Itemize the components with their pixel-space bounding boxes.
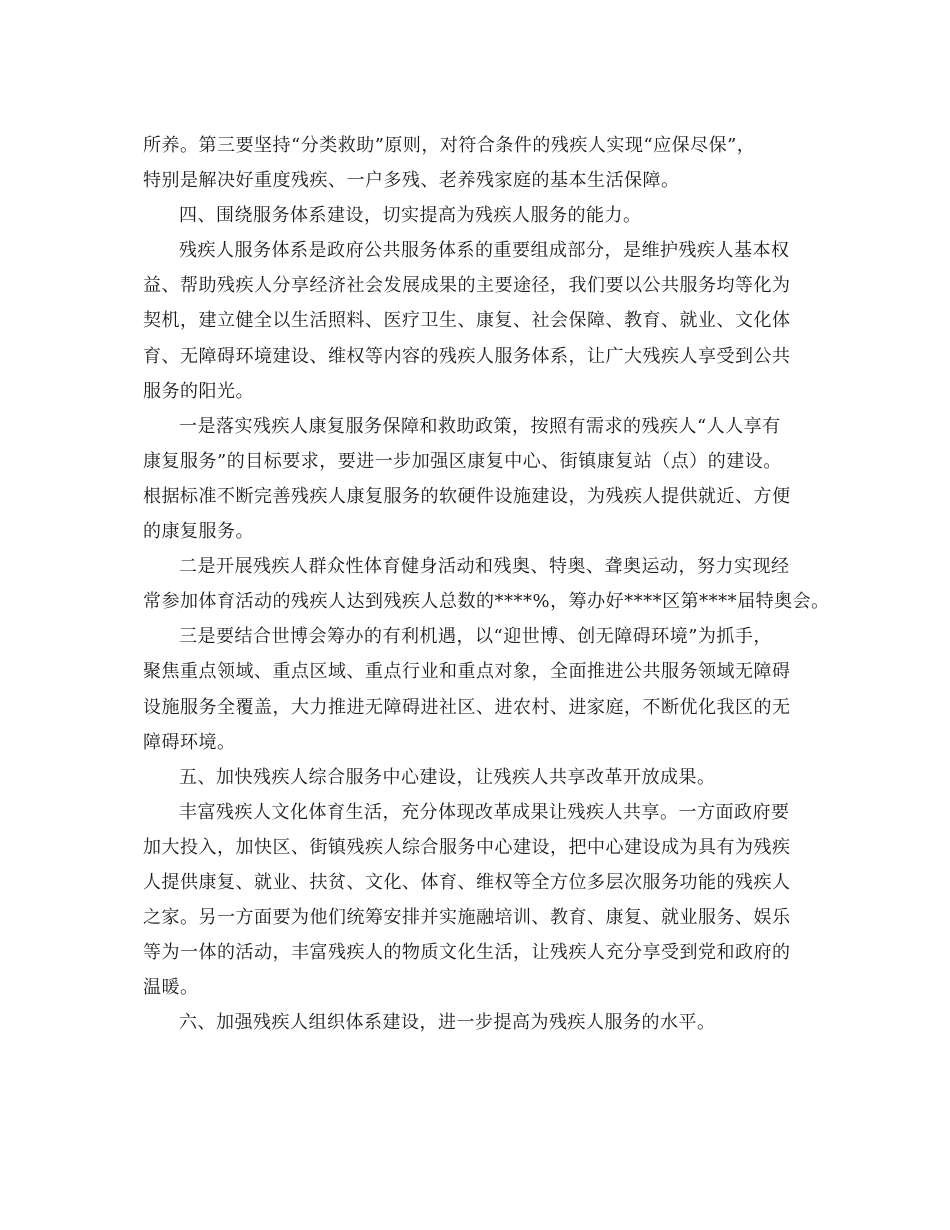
text-line: 残疾人服务体系是政府公共服务体系的重要组成部分，是维护残疾人基本权 [179, 240, 790, 262]
text-line: 障碍环境。 [143, 731, 236, 753]
text-line: 康复服务”的目标要求，要进一步加强区康复中心、街镇康复站（点）的建设。 [143, 450, 782, 472]
text-line: 人提供康复、就业、扶贫、文化、体育、维权等全方位多层次服务功能的残疾人 [143, 871, 791, 893]
text-line: 根据标准不断完善残疾人康复服务的软硬件设施建设，为残疾人提供就近、方便 [143, 485, 791, 507]
text-line: 设施服务全覆盖，大力推进无障碍进社区、进农村、进家庭，不断优化我区的无 [143, 696, 791, 718]
text-line: 聚焦重点领域、重点区域、重点行业和重点对象，全面推进公共服务领域无障碍 [143, 661, 791, 683]
section-heading: 五、加快残疾人综合服务中心建设，让残疾人共享改革开放成果。 [179, 766, 716, 788]
text-line: 的康复服务。 [143, 521, 254, 543]
text-line: 特别是解决好重度残疾、一户多残、老养残家庭的基本生活保障。 [143, 170, 680, 192]
text-line: 一是落实残疾人康复服务保障和救助政策，按照有需求的残疾人“人人享有 [179, 415, 781, 437]
text-line: 所养。第三要坚持“分类救助”原则，对符合条件的残疾人实现“应保尽保”， [143, 135, 756, 156]
text-line: 温暖。 [143, 977, 199, 999]
text-line: 服务的阳光。 [143, 380, 254, 402]
text-line: 常参加体育活动的残疾人达到残疾人总数的****%，筹办好****区第****届特奥会。 [143, 591, 830, 613]
text-line: 之家。另一方面要为他们统筹安排并实施融培训、教育、康复、就业服务、娱乐 [143, 907, 791, 929]
text-line: 契机，建立健全以生活照料、医疗卫生、康复、社会保障、教育、就业、文化体 [143, 310, 791, 332]
text-line: 丰富残疾人文化体育生活，充分体现改革成果让残疾人共享。一方面政府要 [179, 801, 790, 823]
section-heading: 六、加强残疾人组织体系建设，进一步提高为残疾人服务的水平。 [179, 1012, 716, 1034]
section-heading: 四、围绕服务体系建设，切实提高为残疾人服务的能力。 [179, 205, 642, 227]
text-line: 育、无障碍环境建设、维权等内容的残疾人服务体系，让广大残疾人享受到公共 [143, 345, 791, 367]
text-line: 等为一体的活动，丰富残疾人的物质文化生活，让残疾人充分享受到党和政府的 [143, 942, 791, 964]
text-line: 三是要结合世博会筹办的有利机遇，以“迎世博、创无障碍环境”为抓手， [179, 626, 772, 648]
text-line: 二是开展残疾人群众性体育健身活动和残奥、特奥、聋奥运动，努力实现经 [179, 556, 790, 578]
text-line: 益、帮助残疾人分享经济社会发展成果的主要途径，我们要以公共服务均等化为 [143, 275, 791, 297]
document-body [143, 128, 830, 1040]
text-line: 加大投入，加快区、街镇残疾人综合服务中心建设，把中心建设成为具有为残疾 [143, 836, 791, 858]
